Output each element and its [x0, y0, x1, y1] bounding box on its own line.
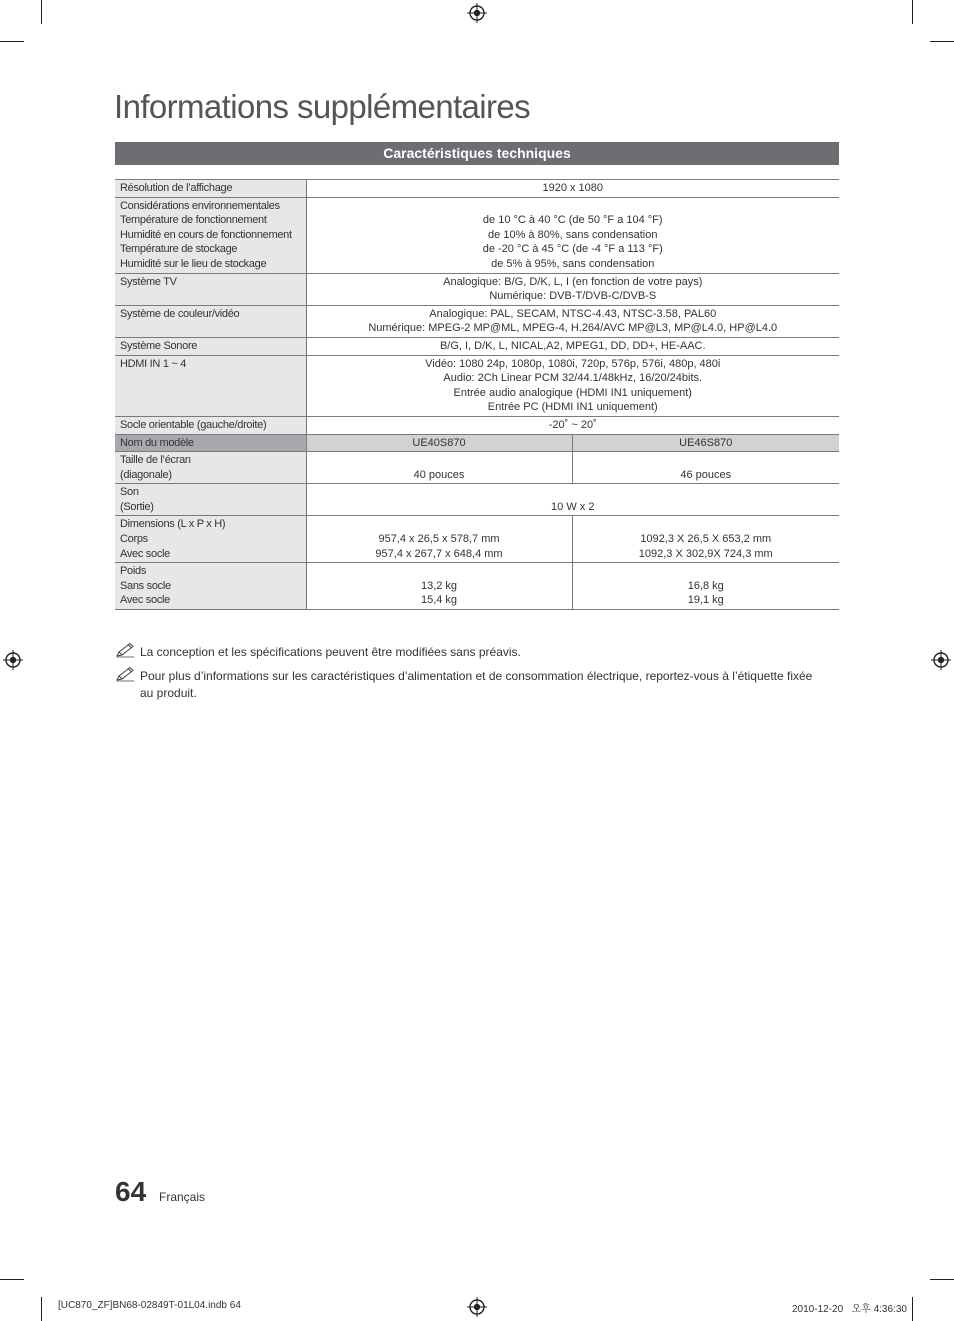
spec-value-line: 15,4 kg [420, 594, 458, 607]
note [116, 668, 826, 702]
spec-label [115, 563, 306, 610]
crop-mark [41, 0, 42, 24]
spec-label [115, 197, 306, 273]
spec-label-line: (Sortie) [120, 500, 154, 513]
crop-mark [912, 1297, 913, 1321]
registration-mark-icon [467, 3, 487, 23]
spec-value [306, 197, 839, 273]
spec-label-line: Avec socle [120, 547, 170, 560]
spec-value-line: 46 pouces [680, 468, 732, 481]
section-title-bar: Caractéristiques techniques [115, 142, 839, 165]
specifications-table [115, 179, 839, 610]
registration-mark-icon [467, 1297, 487, 1317]
spec-value-line: Analogique: B/G, D/K, L, I (en fonction de votre pays) [443, 275, 703, 288]
spec-label-line: Avec socle [120, 594, 170, 607]
spec-label-line: Considérations environnementales [120, 199, 280, 212]
spec-label [115, 416, 306, 434]
table-row [115, 180, 839, 198]
crop-mark [930, 41, 954, 42]
model-header-label: Nom du modèle [115, 434, 306, 452]
table-row [115, 355, 839, 416]
spec-label-line: (diagonale) [120, 468, 172, 481]
crop-mark [930, 1279, 954, 1280]
spec-label-line: HDMI IN 1 ~ 4 [120, 357, 187, 370]
spec-label-line: Taille de l’écran [120, 454, 191, 467]
spec-value-line: de 10% à 80%, sans condensation [488, 228, 658, 241]
spec-value-line: Audio: 2Ch Linear PCM 32/44.1/48kHz, 16/20/24bits. [443, 372, 703, 385]
spec-label-line: Température de stockage [120, 243, 238, 256]
print-slug-file: [UC870_ZF]BN68-02849T-01L04.indb 64 [58, 1300, 241, 1311]
table-row [115, 516, 839, 563]
spec-value-line: 10 W x 2 [551, 500, 595, 513]
spec-label [115, 273, 306, 305]
table-row [115, 305, 839, 337]
spec-value [572, 516, 839, 563]
page-title: Informations supplémentaires [114, 88, 531, 125]
spec-label [115, 180, 306, 198]
crop-mark [0, 41, 24, 42]
print-slug-timestamp: 2010-12-20 오후 4:36:30 [792, 1304, 907, 1315]
spec-label [115, 355, 306, 416]
table-row [115, 416, 839, 434]
spec-value [306, 484, 839, 516]
page-number: 64 [115, 1176, 147, 1207]
spec-value-line: de 5% à 95%, sans condensation [491, 257, 655, 270]
spec-value-line: Analogique: PAL, SECAM, NTSC-4.43, NTSC-3.58, PAL60 [429, 307, 717, 320]
spec-value-line: de 10 °C à 40 °C (de 50 °F a 104 °F) [482, 214, 663, 227]
spec-value-line: 1092,3 X 26,5 X 653,2 mm [640, 533, 772, 546]
crop-mark [912, 0, 913, 24]
spec-value-line: B/G, I, D/K, L, NICAL,A2, MPEG1, DD, DD+, HE-AAC. [439, 339, 706, 352]
spec-label-line: Poids [120, 565, 147, 578]
table-row [115, 484, 839, 516]
spec-value [572, 452, 839, 484]
spec-label-line: Son [120, 486, 139, 499]
spec-value-line: de -20 °C à 45 °C (de -4 °F a 113 °F) [482, 243, 663, 256]
table-row [115, 273, 839, 305]
spec-value [306, 273, 839, 305]
spec-value [306, 355, 839, 416]
spec-value-line: 40 pouces [413, 468, 465, 481]
spec-value-line: 19,1 kg [687, 594, 724, 607]
pencil-note-icon [116, 642, 136, 658]
table-row [115, 337, 839, 355]
spec-label-line: Système Sonore [120, 339, 198, 352]
note-text: Pour plus d’informations sur les caractéristiques d’alimentation et de consommation électrique, reportez-vous à l’étiquette fixée au produit. [140, 669, 813, 700]
model-header-row [115, 434, 839, 452]
spec-value [306, 516, 572, 563]
model-name: UE40S870 [306, 434, 572, 452]
table-row [115, 563, 839, 610]
spec-value-line: Entrée PC (HDMI IN1 uniquement) [487, 401, 658, 414]
spec-value-line: 957,4 x 26,5 x 578,7 mm [378, 533, 500, 546]
spec-label-line: Humidité sur le lieu de stockage [120, 257, 267, 270]
spec-value [572, 563, 839, 610]
spec-value [306, 305, 839, 337]
spec-label [115, 337, 306, 355]
spec-label [115, 452, 306, 484]
spec-label-line: Socle orientable (gauche/droite) [120, 418, 267, 431]
spec-label-line: Système TV [120, 275, 177, 288]
spec-value-line: 16,8 kg [687, 579, 724, 592]
pencil-note-icon [116, 666, 136, 682]
spec-label-line: Système de couleur/vidéo [120, 307, 240, 320]
spec-value [306, 563, 572, 610]
crop-mark [0, 1279, 24, 1280]
spec-label-line: Sans socle [120, 579, 171, 592]
spec-label [115, 484, 306, 516]
spec-value-line: 1920 x 1080 [542, 182, 604, 194]
spec-label-line: Corps [120, 533, 148, 546]
registration-mark-icon [931, 650, 951, 670]
spec-label-line: Température de fonctionnement [120, 214, 267, 227]
crop-mark [41, 1297, 42, 1321]
note-text: La conception et les spécifications peuvent être modifiées sans préavis. [140, 645, 521, 659]
spec-value-line: Numérique: MPEG-2 MP@ML, MPEG-4, H.264/AVC MP@L3, MP@L4.0, HP@L4.0 [368, 322, 778, 335]
spec-value-line: Vidéo: 1080 24p, 1080p, 1080i, 720p, 576p, 576i, 480p, 480i [425, 357, 721, 370]
spec-label [115, 516, 306, 563]
spec-value-line: 1092,3 X 302,9X 724,3 mm [638, 547, 773, 560]
spec-label [115, 305, 306, 337]
registration-mark-icon [3, 650, 23, 670]
spec-value-line: Numérique: DVB-T/DVB-C/DVB-S [489, 290, 657, 303]
spec-label-line: Résolution de l’affichage [120, 182, 233, 194]
spec-value [306, 416, 839, 434]
spec-value [306, 337, 839, 355]
spec-value-line: Entrée audio analogique (HDMI IN1 uniquement) [453, 386, 692, 399]
model-name: UE46S870 [572, 434, 839, 452]
table-row [115, 197, 839, 273]
page-language: Français [159, 1190, 206, 1204]
note [116, 644, 826, 661]
spec-value-line: 13,2 kg [420, 579, 458, 592]
table-row [115, 452, 839, 484]
spec-value-line: -20˚ ~ 20˚ [548, 418, 597, 431]
spec-label-line: Humidité en cours de fonctionnement [120, 228, 292, 241]
spec-value [306, 180, 839, 198]
spec-value-line: 957,4 x 267,7 x 648,4 mm [375, 547, 503, 560]
spec-value [306, 452, 572, 484]
spec-label-line: Dimensions (L x P x H) [120, 518, 226, 531]
